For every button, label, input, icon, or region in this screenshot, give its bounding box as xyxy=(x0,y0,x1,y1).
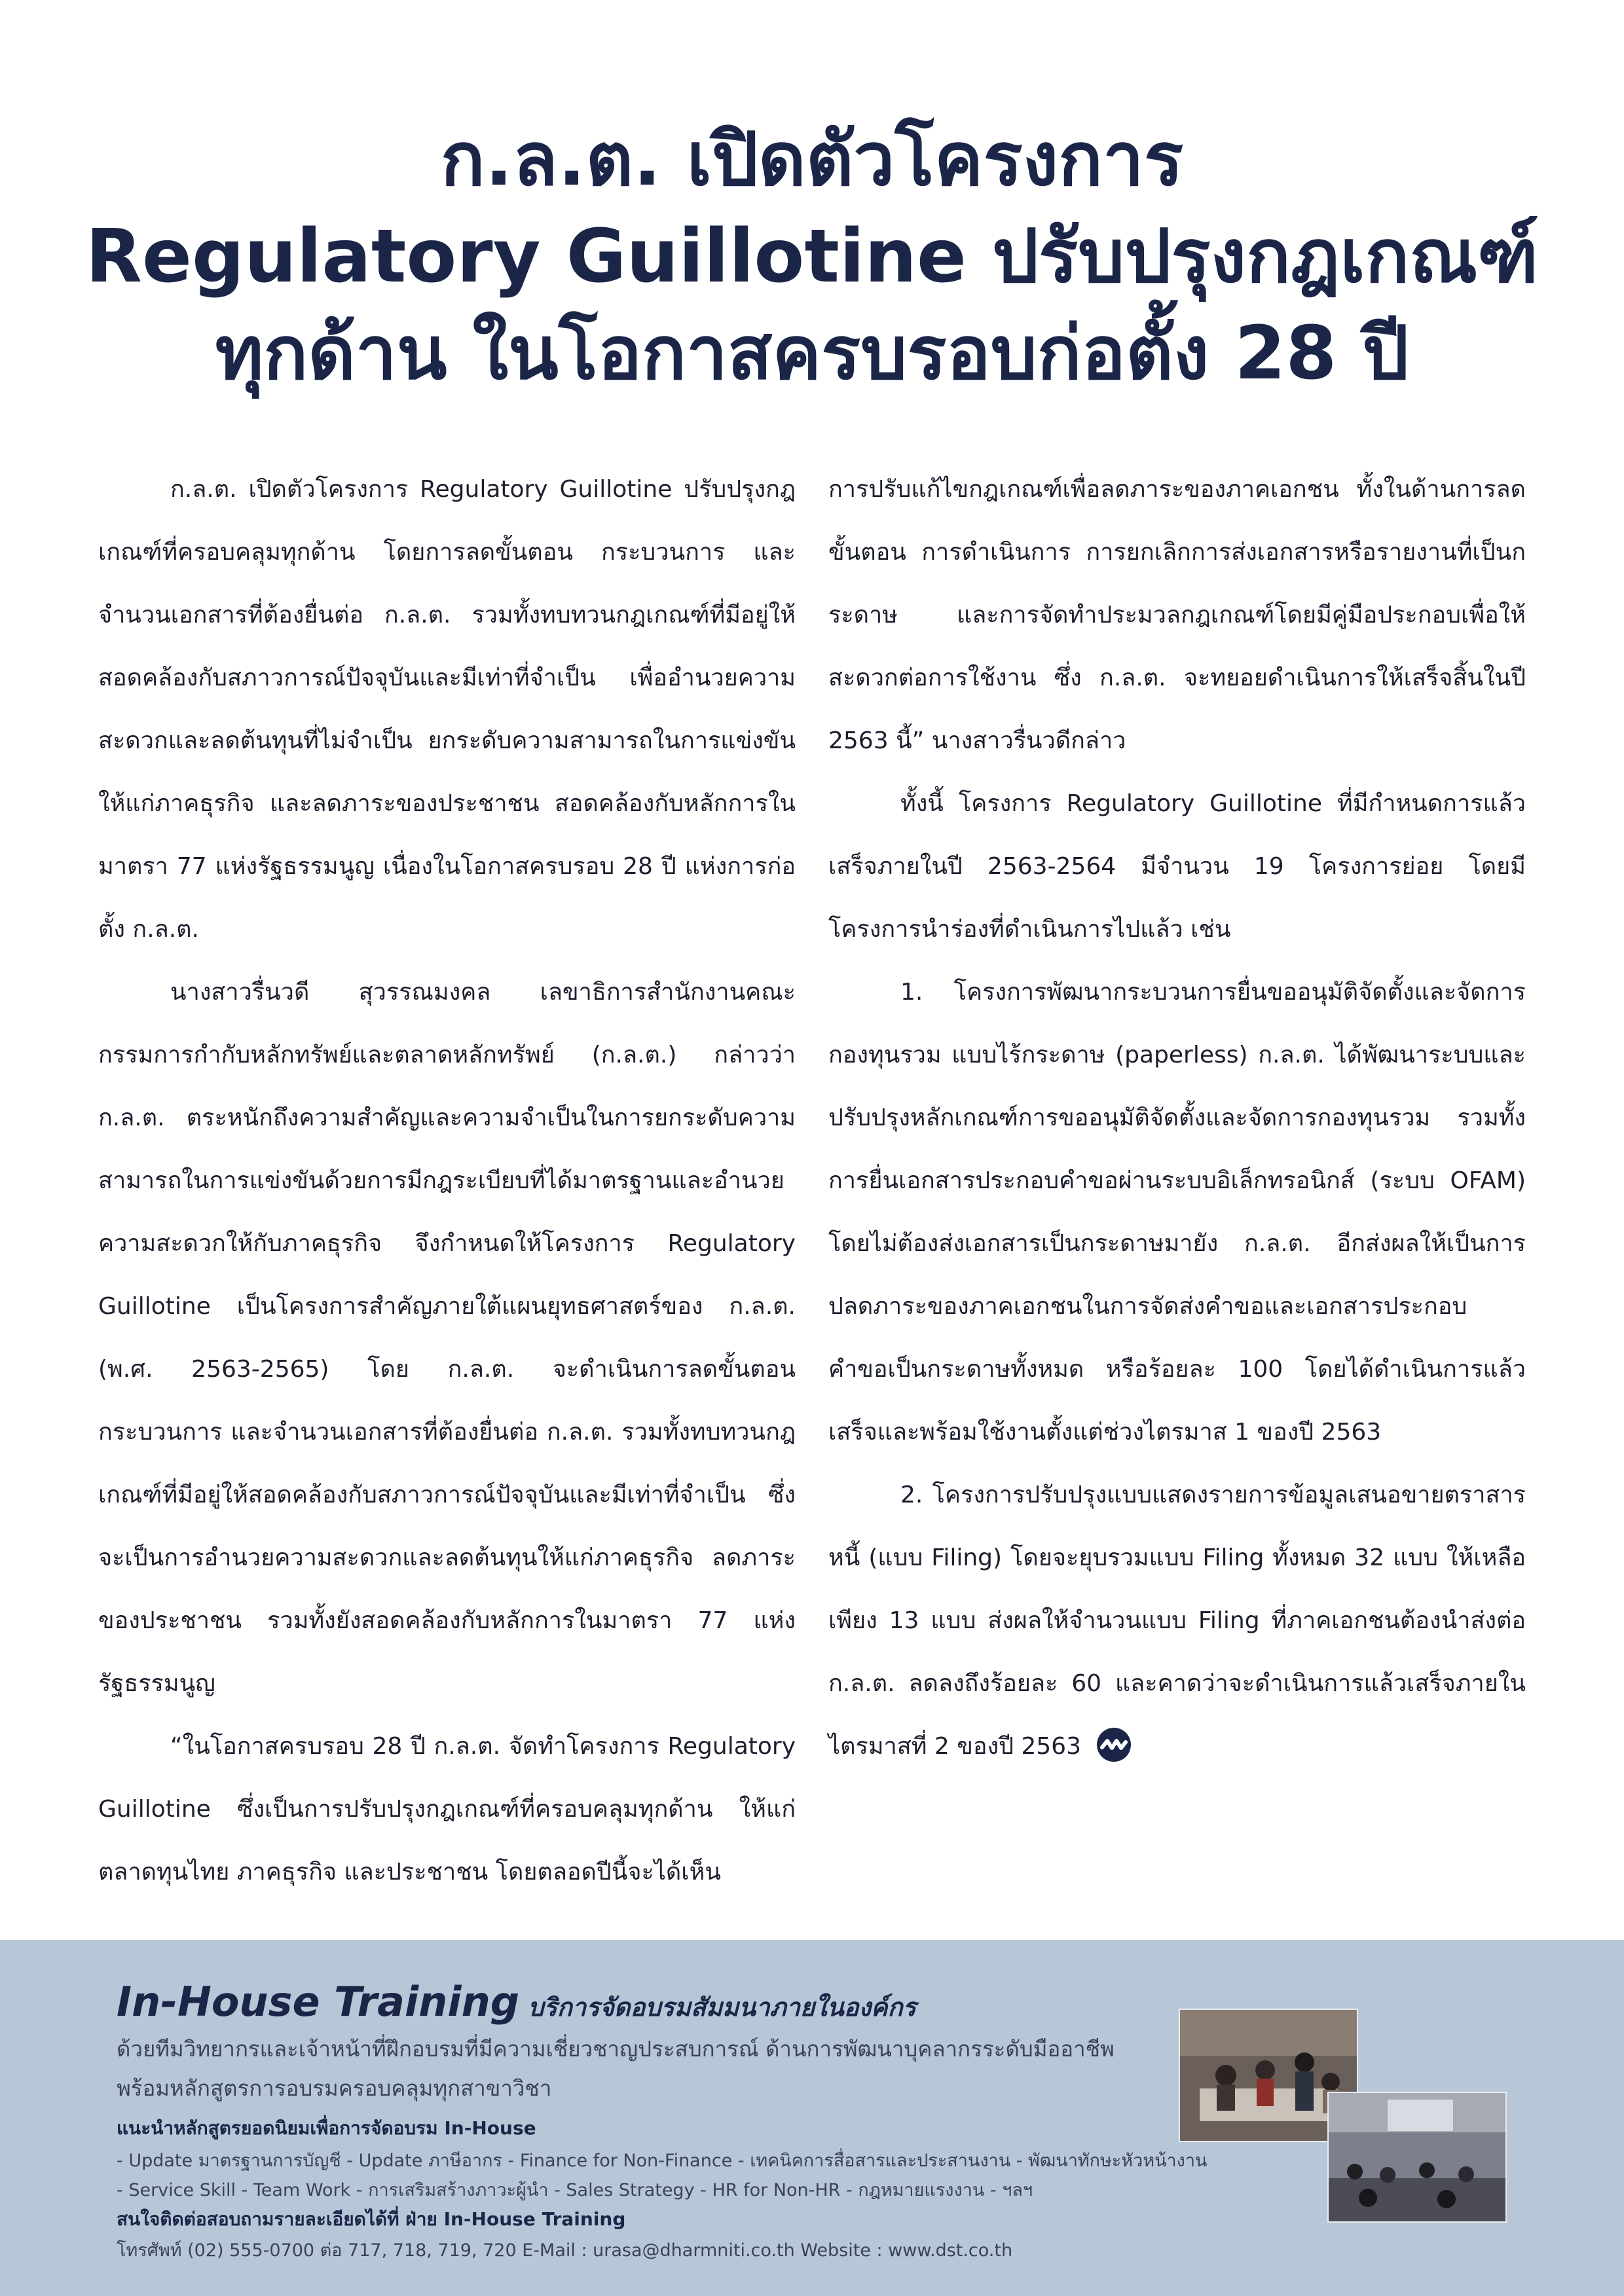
paragraph-secretary-general: นางสาวรื่นวดี สุวรรณมงคล เลขาธิการสำนักงานคณะกรรมการกำกับหลักทรัพย์และตลาดหลักทรัพย์ (ก.ล.ต.) กล่าวว่า ก.ล.ต. ตระหนักถึงความสำคัญและความจำเป็นในการยกระดับความสามารถในการแข่งขันด้วยการมีกฎระเบียบที่ได้มาตรฐานและอำนวยความสะดวกให้กับภาคธุรกิจ จึงกำหนดให้โครงการ Regulatory Guillotine เป็นโครงการสำคัญภายใต้แผนยุทธศาสตร์ของ ก.ล.ต. (พ.ศ. 2563-2565) โดย ก.ล.ต. จะดำเนินการลดขั้นตอน กระบวนการ และจำนวนเอกสารที่ต้องยื่นต่อ ก.ล.ต. รวมทั้งทบทวนกฎเกณฑ์ที่มีอยู่ให้สอดคล้องกับสภาวการณ์ปัจจุบันและมีเท่าที่จำเป็น ซึ่งจะเป็นการอำนวยความสะดวกและลดต้นทุนให้แก่ภาคธุรกิจ ลดภาระของประชาชน รวมทั้งยังสอดคล้องกับหลักการในมาตรา 77 แห่งรัฐธรรมนูญ xyxy=(98,979,796,1697)
banner-desc-line-2: พร้อมหลักสูตรการอบรมครอบคลุมทุกสาขาวิชา xyxy=(117,2075,552,2101)
paragraph-project-2 xyxy=(828,1464,1526,1778)
paragraph-projects: ทั้งนี้ โครงการ Regulatory Guillotine ที่มีกำหนดการแล้วเสร็จภายในปี 2563-2564 มีจำนวน 19 โครงการย่อย โดยมีโครงการนำร่องที่ดำเนินการไปแล้ว เช่น xyxy=(828,790,1526,943)
banner-title-sub: บริการจัดอบรมสัมมนาภายในองค์กร xyxy=(528,1993,916,2022)
in-house-training-banner xyxy=(0,1940,1624,2296)
paragraph-quote-end: การปรับแก้ไขกฎเกณฑ์เพื่อลดภาระของภาคเอกชน ทั้งในด้านการลดขั้นตอน การดำเนินการ การยกเลิกการส่งเอกสารหรือรายงานที่เป็นกระดาษ และการจัดทำประมวลกฎเกณฑ์โดยมีคู่มือประกอบเพื่อให้สะดวกต่อการใช้งาน ซึ่ง ก.ล.ต. จะทยอยดำเนินการให้เสร็จสิ้นในปี 2563 นี้” นางสาวรื่นวดีกล่าว xyxy=(828,476,1526,754)
banner-contact-heading: สนใจติดต่อสอบถามรายละเอียดได้ที่ ฝ่าย In-House Training xyxy=(117,2208,626,2230)
headline xyxy=(0,111,1624,402)
end-of-article-wave-icon xyxy=(1097,1728,1131,1762)
article-right-column xyxy=(828,458,1526,1778)
banner-title-main: In-House Training xyxy=(117,1978,520,2026)
headline-line-2: Regulatory Guillotine ปรับปรุงกฎเกณฑ์ xyxy=(85,214,1539,299)
paragraph-quote-start: “ในโอกาสครบรอบ 28 ปี ก.ล.ต. จัดทำโครงการ Regulatory Guillotine ซึ่งเป็นการปรับปรุงกฎเกณฑ์ที่ครอบคลุมทุกด้าน ให้แก่ตลาดทุนไทย ภาคธุรกิจ และประชาชน โดยตลอดปีนี้จะได้เห็น xyxy=(98,1733,796,1886)
headline-line-1: ก.ล.ต. เปิดตัวโครงการ xyxy=(440,117,1184,202)
banner-contact-line: โทรศัพท์ (02) 555-0700 ต่อ 717, 718, 719, 720 E-Mail : urasa@dharmniti.co.th Website : www.dst.co.th xyxy=(117,2240,1013,2261)
banner-recommend-heading: แนะนำหลักสูตรยอดนิยมเพื่อการจัดอบรม In-House xyxy=(117,2117,536,2139)
paragraph-intro: ก.ล.ต. เปิดตัวโครงการ Regulatory Guillotine ปรับปรุงกฎเกณฑ์ที่ครอบคลุมทุกด้าน โดยการลดขั้นตอน กระบวนการ และจำนวนเอกสารที่ต้องยื่นต่อ ก.ล.ต. รวมทั้งทบทวนกฎเกณฑ์ที่มีอยู่ให้สอดคล้องกับสภาวการณ์ปัจจุบันและมีเท่าที่จำเป็น เพื่ออำนวยความสะดวกและลดต้นทุนที่ไม่จำเป็น ยกระดับความสามารถในการแข่งขันให้แก่ภาคธุรกิจ และลดภาระของประชาชน สอดคล้องกับหลักการในมาตรา 77 แห่งรัฐธรรมนูญ เนื่องในโอกาสครบรอบ 28 ปี แห่งการก่อตั้ง ก.ล.ต. xyxy=(98,476,796,943)
paragraph-project-2-text: 2. โครงการปรับปรุงแบบแสดงรายการข้อมูลเสนอขายตราสารหนี้ (แบบ Filing) โดยจะยุบรวมแบบ Filing ทั้งหมด 32 แบบ ให้เหลือเพียง 13 แบบ ส่งผลให้จำนวนแบบ Filing ที่ภาคเอกชนต้องนำส่งต่อ ก.ล.ต. ลดลงถึงร้อยละ 60 และคาดว่าจะดำเนินการแล้วเสร็จภายในไตรมาสที่ 2 ของปี 2563 xyxy=(828,1482,1526,1760)
banner-courses-line-2: - Service Skill - Team Work - การเสริมสร้างภาวะผู้นำ - Sales Strategy - HR for Non-HR - กฎหมายแรงงาน - ฯลฯ xyxy=(117,2180,1033,2200)
article-left-column xyxy=(98,458,796,1904)
training-photo-2 xyxy=(1327,2092,1507,2223)
banner-courses-line-1: - Update มาตรฐานการบัญชี - Update ภาษีอากร - Finance for Non-Finance - เทคนิคการสื่อสารและประสานงาน - พัฒนาทักษะหัวหน้างาน xyxy=(117,2151,1208,2171)
headline-line-3: ทุกด้าน ในโอกาสครบรอบก่อตั้ง 28 ปี xyxy=(215,311,1409,396)
paragraph-project-1: 1. โครงการพัฒนากระบวนการยื่นขออนุมัติจัดตั้งและจัดการกองทุนรวม แบบไร้กระดาษ (paperless) ก.ล.ต. ได้พัฒนาระบบและปรับปรุงหลักเกณฑ์การขออนุมัติจัดตั้งและจัดการกองทุนรวม รวมทั้งการยื่นเอกสารประกอบคำขอผ่านระบบอิเล็กทรอนิกส์ (ระบบ OFAM) โดยไม่ต้องส่งเอกสารเป็นกระดาษมายัง ก.ล.ต. อีกส่งผลให้เป็นการปลดภาระของภาคเอกชนในการจัดส่งคำขอและเอกสารประกอบคำขอเป็นกระดาษทั้งหมด หรือร้อยละ 100 โดยได้ดำเนินการแล้วเสร็จและพร้อมใช้งานตั้งแต่ช่วงไตรมาส 1 ของปี 2563 xyxy=(828,979,1526,1446)
banner-title xyxy=(117,1978,916,2027)
banner-desc-line-1: ด้วยทีมวิทยากรและเจ้าหน้าที่ฝึกอบรมที่มีความเชี่ยวชาญประสบการณ์ ด้านการพัฒนาบุคลากรระดับมืออาชีพ xyxy=(117,2036,1115,2062)
